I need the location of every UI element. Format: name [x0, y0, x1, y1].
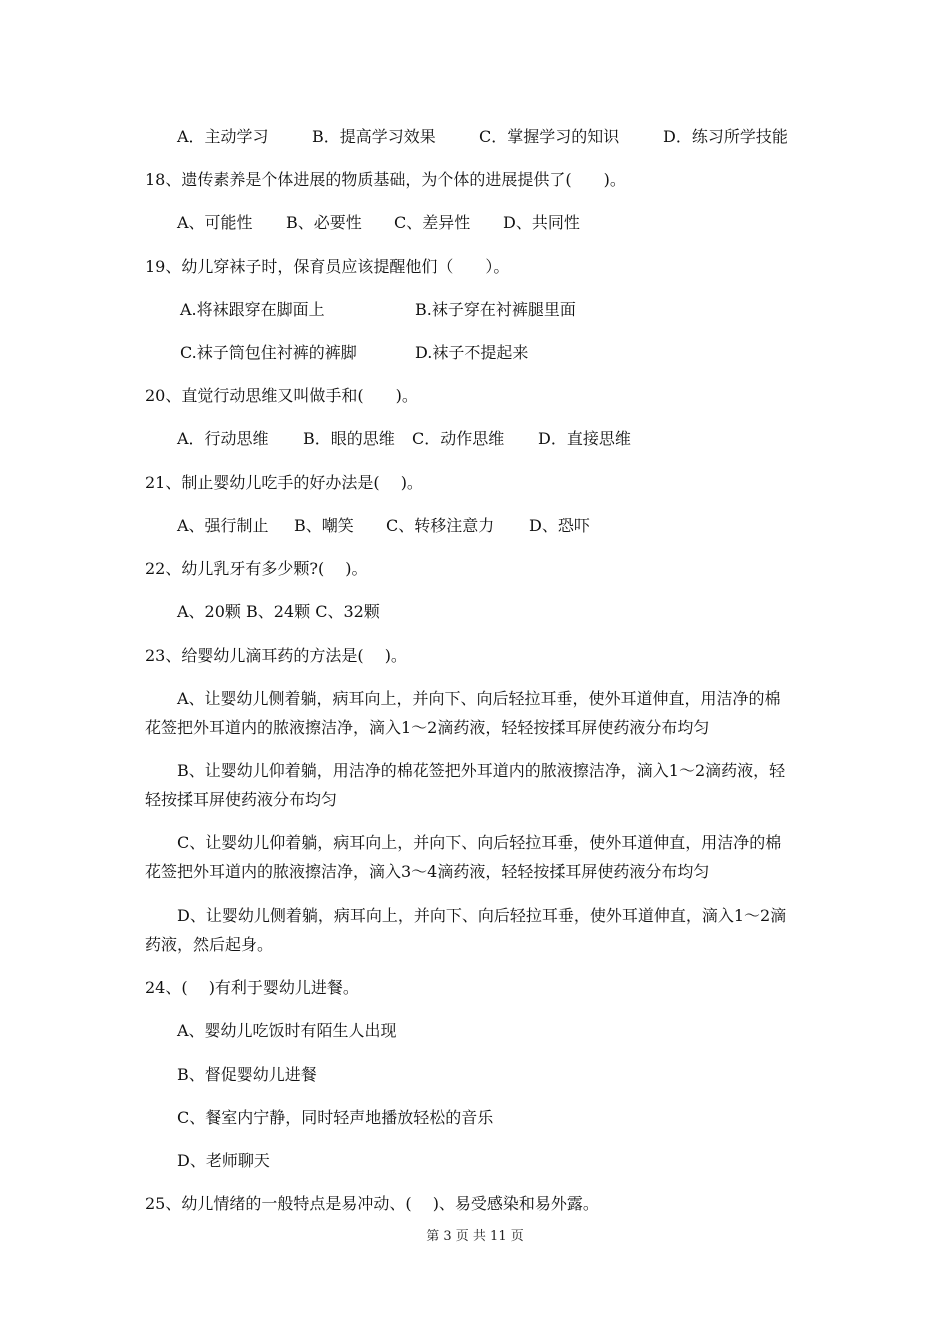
- q19-option-b: B.袜子穿在衬裤腿里面: [415, 300, 576, 319]
- q24-option-a: A、婴幼儿吃饭时有陌生人出现: [177, 1021, 397, 1040]
- q21-option-c: C、转移注意力: [386, 516, 495, 535]
- q21-option-a: A、强行制止: [177, 516, 269, 535]
- q20-option-b: B．眼的思维: [303, 429, 395, 448]
- q18-stem: 18、遗传素养是个体进展的物质基础，为个体的进展提供了( )。: [145, 170, 626, 189]
- q21-option-b: B、嘲笑: [294, 516, 354, 535]
- q17-option-b: B．提高学习效果: [312, 127, 436, 146]
- q21-option-d: D、恐吓: [529, 516, 590, 535]
- q20-stem: 20、直觉行动思维又叫做手和( )。: [145, 386, 418, 405]
- q17-option-a: A．主动学习: [177, 127, 269, 146]
- q17-option-d: D．练习所学技能: [663, 127, 788, 146]
- q24-stem: 24、( )有利于婴幼儿进餐。: [145, 978, 359, 997]
- q19-option-c: C.袜子筒包住衬裤的裤脚: [180, 343, 357, 362]
- q23-option-d-line1: D、让婴幼儿侧着躺，病耳向上，并向下、向后轻拉耳垂，使外耳道伸直，滴入1～2滴: [177, 906, 787, 925]
- q24-option-c: C、餐室内宁静，同时轻声地播放轻松的音乐: [177, 1108, 494, 1127]
- page-number-footer: 第 3 页 共 11 页: [426, 1229, 524, 1244]
- q18-option-b: B、必要性: [286, 213, 362, 232]
- q21-stem: 21、制止婴幼儿吃手的好办法是( )。: [145, 473, 423, 492]
- q23-stem: 23、给婴幼儿滴耳药的方法是( )。: [145, 646, 407, 665]
- q23-option-b-line2: 轻按揉耳屏使药液分布均匀: [145, 790, 338, 809]
- q23-option-d-line2: 药液，然后起身。: [145, 935, 274, 954]
- q19-stem: 19、幼儿穿袜子时，保育员应该提醒他们（ ）。: [145, 257, 510, 276]
- q22-stem: 22、幼儿乳牙有多少颗?( )。: [145, 559, 368, 578]
- q23-option-b-line1: B、让婴幼儿仰着躺，用洁净的棉花签把外耳道内的脓液擦洁净，滴入1～2滴药液，轻: [177, 761, 786, 780]
- q18-option-a: A、可能性: [177, 213, 253, 232]
- q25-stem: 25、幼儿情绪的一般特点是易冲动、( )、易受感染和易外露。: [145, 1194, 599, 1213]
- q20-option-c: C．动作思维: [412, 429, 505, 448]
- q20-option-d: D．直接思维: [538, 429, 631, 448]
- q24-option-d: D、老师聊天: [177, 1151, 270, 1170]
- q23-option-c-line2: 花签把外耳道内的脓液擦洁净，滴入3～4滴药液，轻轻按揉耳屏使药液分布均匀: [145, 862, 710, 881]
- q23-option-c-line1: C、让婴幼儿仰着躺，病耳向上，并向下、向后轻拉耳垂，使外耳道伸直，用洁净的棉: [177, 833, 782, 852]
- q17-option-c: C．掌握学习的知识: [479, 127, 620, 146]
- q19-option-d: D.袜子不提起来: [415, 343, 529, 362]
- q18-option-d: D、共同性: [503, 213, 580, 232]
- q22-options: A、20颗 B、24颗 C、32颗: [177, 602, 380, 621]
- q18-option-c: C、差异性: [394, 213, 471, 232]
- q19-option-a: A.将袜跟穿在脚面上: [180, 300, 325, 319]
- q24-option-b: B、督促婴幼儿进餐: [177, 1065, 317, 1084]
- q20-option-a: A．行动思维: [177, 429, 269, 448]
- q23-option-a-line2: 花签把外耳道内的脓液擦洁净，滴入1～2滴药液，轻轻按揉耳屏使药液分布均匀: [145, 718, 710, 737]
- q23-option-a-line1: A、让婴幼儿侧着躺，病耳向上，并向下、向后轻拉耳垂，使外耳道伸直，用洁净的棉: [177, 689, 781, 708]
